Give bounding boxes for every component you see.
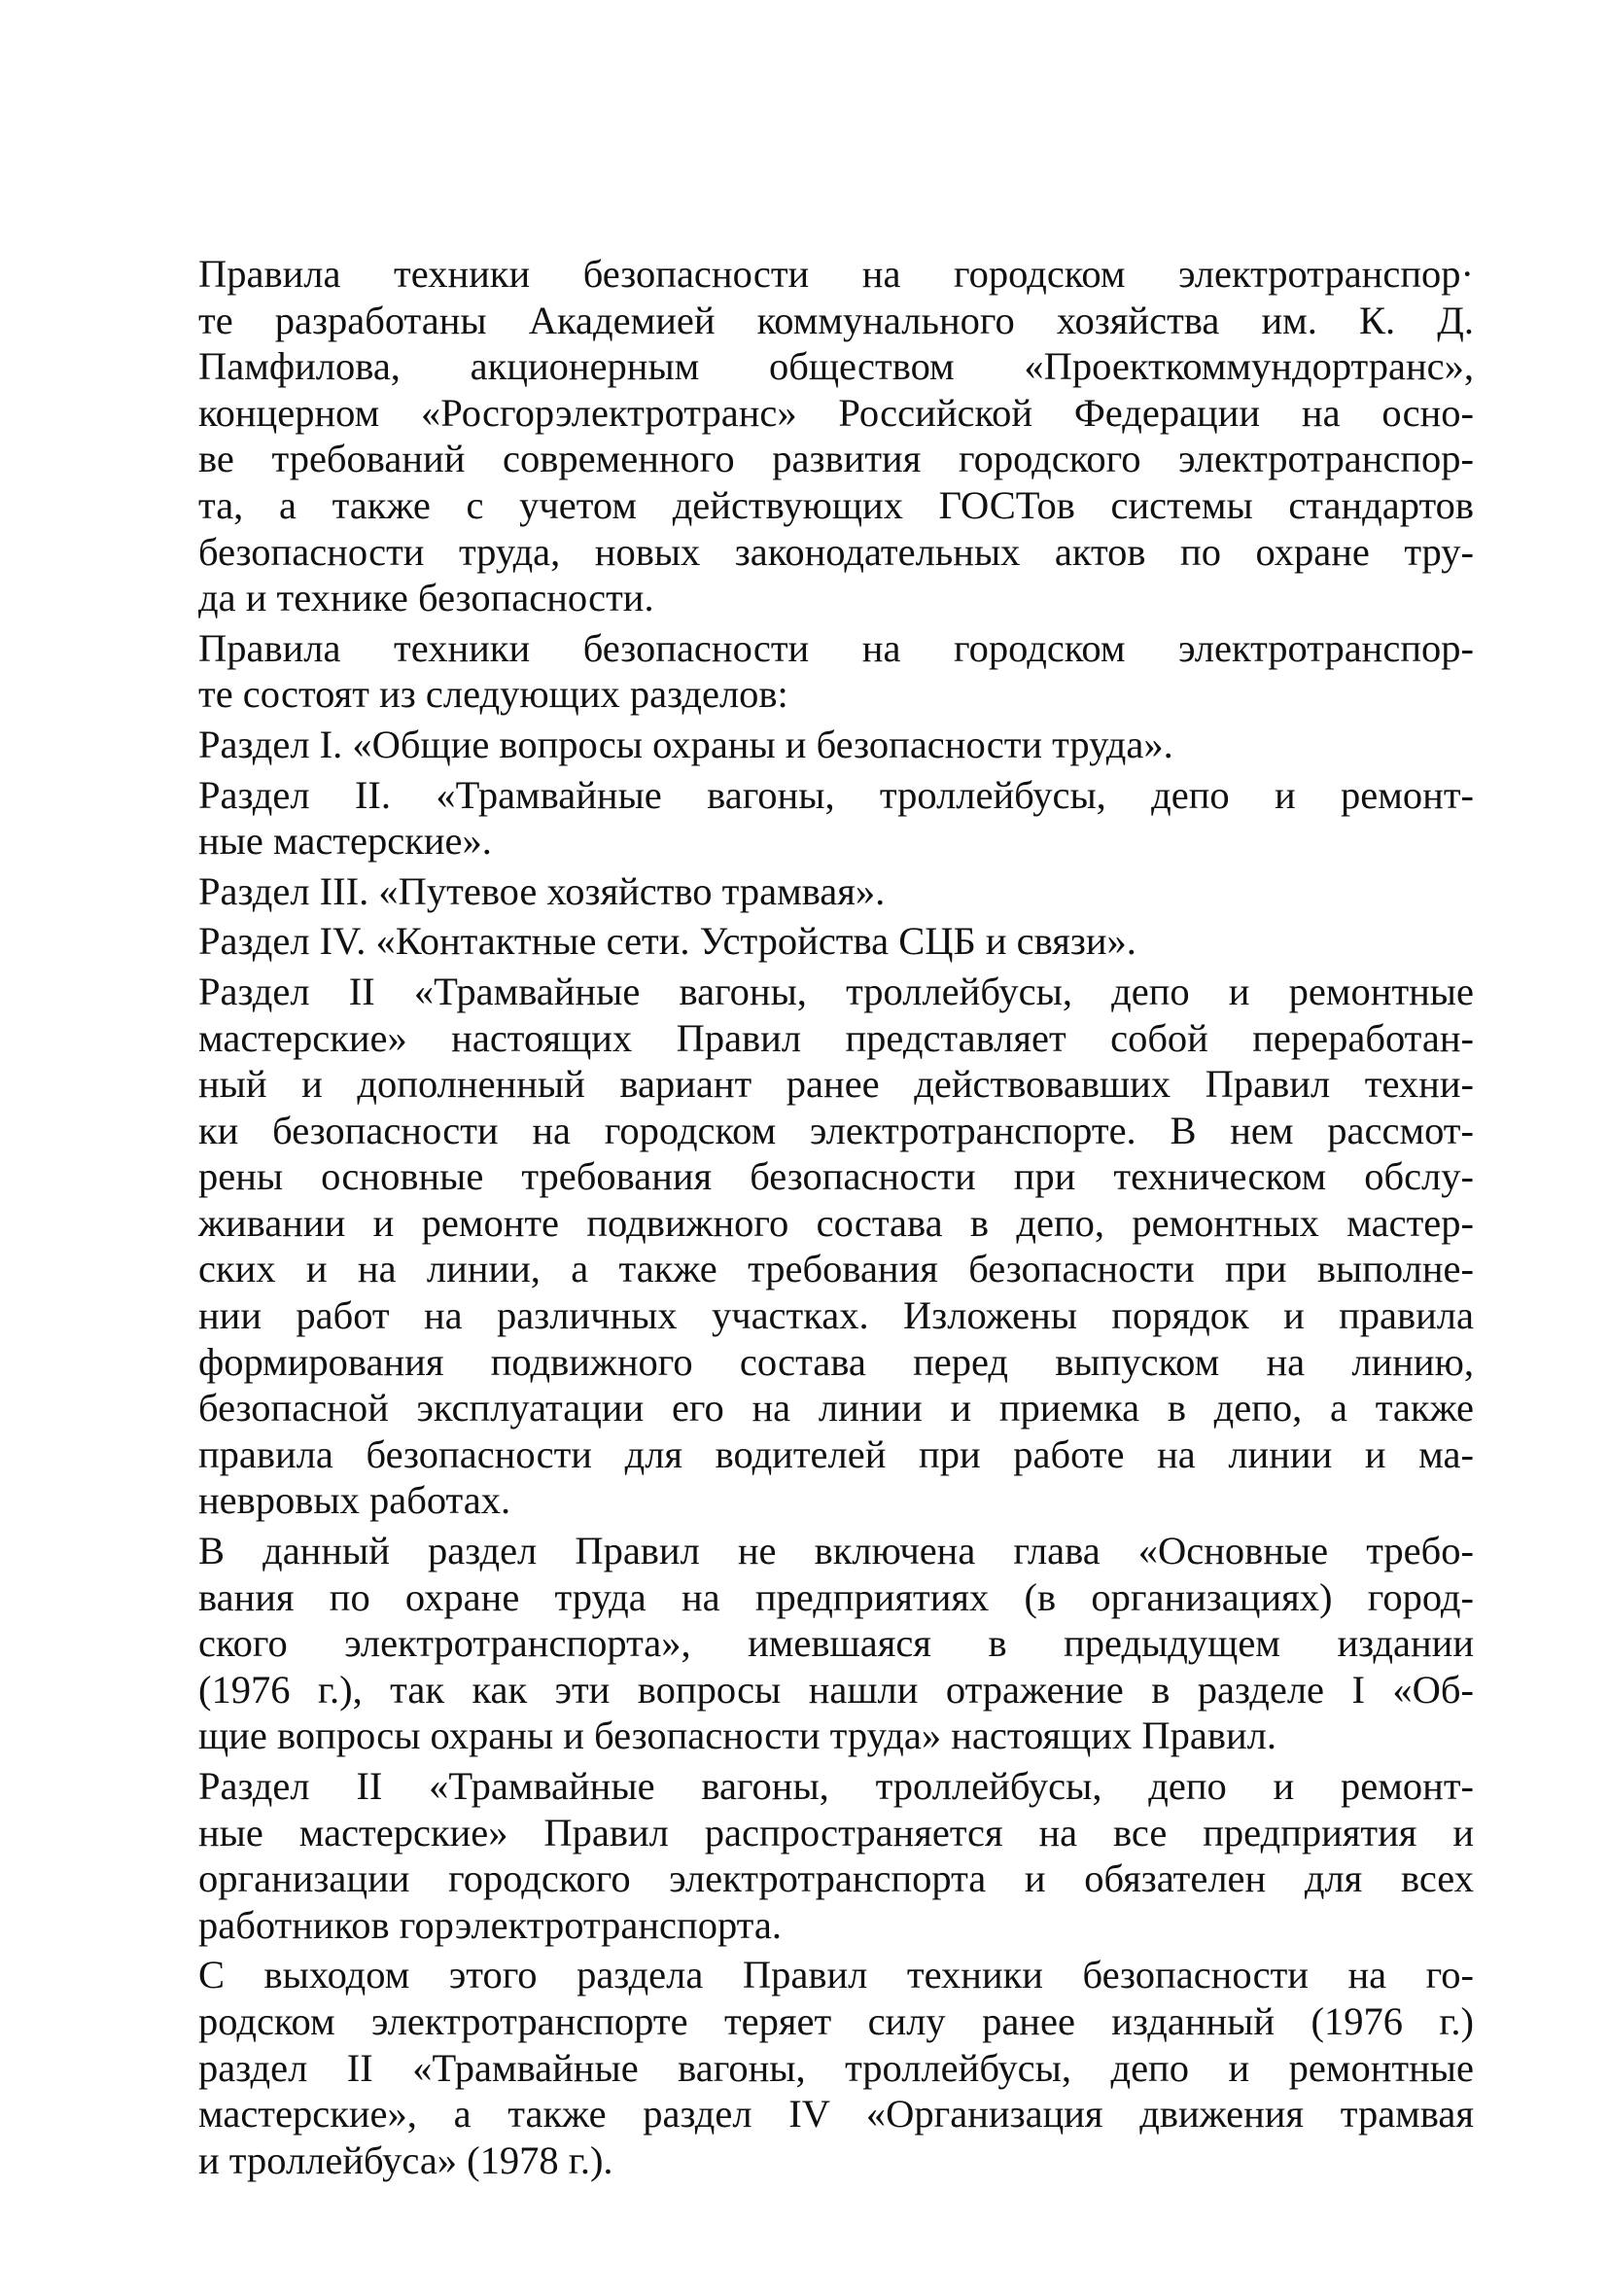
paragraph-excluded-chapter — [198, 1528, 1474, 1759]
text-line: ные мастерские» Правил распространяется на все предприятия и — [198, 1810, 1474, 1854]
text-line: Раздел II «Трамвайные вагоны, троллейбусы, депо и ремонтные — [198, 969, 1474, 1013]
text-line: Правила техники безопасности на городском электротранспор· — [198, 252, 1474, 296]
paragraph-section-3 — [198, 868, 1474, 915]
text-line: щие вопросы охраны и безопасности труда» настоящих Правил. — [198, 1713, 1276, 1758]
paragraph-sections-intro — [198, 625, 1474, 718]
text-line: безопасности труда, новых законодательных актов по охране тру- — [198, 529, 1474, 574]
text-line: правила безопасности для водителей при работе на линии и ма- — [198, 1431, 1474, 1476]
text-line: С выходом этого раздела Правил техники безопасности на го- — [198, 1953, 1474, 1997]
text-line: В данный раздел Правил не включена глава «Основные требо- — [198, 1529, 1474, 1573]
text-line: безопасной эксплуатации его на линии и приемка в депо, а также — [198, 1386, 1474, 1431]
text-line: организации городского электротранспорта и обязателен для всех — [198, 1856, 1474, 1901]
paragraph-section-2-description — [198, 969, 1474, 1524]
text-line: мастерские», а также раздел IV «Организация движения трамвая — [198, 2092, 1474, 2137]
text-line: Раздел I. «Общие вопросы охраны и безопасности труда». — [198, 722, 1173, 766]
text-line: раздел II «Трамвайные вагоны, троллейбусы, депо и ремонтные — [198, 2045, 1474, 2090]
paragraph-intro — [198, 251, 1474, 621]
text-line: Раздел II «Трамвайные вагоны, троллейбусы, депо и ремонт- — [198, 1764, 1474, 1808]
paragraph-section-4 — [198, 918, 1474, 965]
text-line: Раздел II. «Трамвайные вагоны, троллейбусы, депо и ремонт- — [198, 772, 1474, 817]
text-line: вания по охране труда на предприятиях (в организациях) город- — [198, 1574, 1474, 1619]
text-line: ского электротранспорта», имевшаяся в предыдущем издании — [198, 1621, 1474, 1666]
paragraph-section-2 — [198, 772, 1474, 865]
text-line: ки безопасности на городском электротранспорте. В нем рассмот- — [198, 1108, 1474, 1152]
text-line: та, а также с учетом действующих ГОСТов системы стандартов — [198, 482, 1474, 527]
text-line: живании и ремонте подвижного состава в депо, ремонтных мастер- — [198, 1200, 1474, 1245]
text-line: концерном «Росгорэлектротранс» Российской Федерации на осно- — [198, 390, 1474, 435]
text-line: и троллейбуса» (1978 г.). — [198, 2137, 613, 2182]
text-line: нии работ на различных участках. Изложены порядок и правила — [198, 1293, 1474, 1338]
text-line: рены основные требования безопасности при техническом обслу- — [198, 1154, 1474, 1199]
text-line: те разработаны Академией коммунального хозяйства им. К. Д. — [198, 298, 1474, 342]
text-line: работников горэлектротранспорта. — [198, 1902, 782, 1947]
text-line: ве требований современного развития городского электротранспор- — [198, 437, 1474, 481]
text-line: формирования подвижного состава перед выпуском на линию, — [198, 1339, 1474, 1384]
text-line: Раздел IV. «Контактные сети. Устройства СЦБ и связи». — [198, 919, 1136, 964]
text-line: Раздел III. «Путевое хозяйство трамвая». — [198, 868, 886, 913]
paragraph-section-1 — [198, 722, 1474, 768]
text-line: ный и дополненный вариант ранее действовавших Правил техни- — [198, 1062, 1474, 1107]
text-line: ные мастерские». — [198, 819, 492, 864]
paragraph-supersedes — [198, 1952, 1474, 2183]
text-line: да и технике безопасности. — [198, 576, 654, 620]
text-line: Памфилова, акционерным обществом «Проекткоммундортранс», — [198, 344, 1474, 389]
text-line: Правила техники безопасности на городском электротранспор- — [198, 625, 1474, 670]
text-line: те состоят из следующих разделов: — [198, 672, 788, 717]
document-page — [198, 251, 1474, 2187]
paragraph-applicability — [198, 1763, 1474, 1948]
text-line: (1976 г.), так как эти вопросы нашли отражение в разделе I «Об- — [198, 1667, 1474, 1712]
text-line: родском электротранспорте теряет силу ранее изданный (1976 г.) — [198, 1998, 1474, 2043]
text-line: ских и на линии, а также требования безопасности при выполне- — [198, 1247, 1474, 1291]
text-line: мастерские» настоящих Правил представляет собой переработан- — [198, 1015, 1474, 1060]
text-line: невровых работах. — [198, 1478, 511, 1523]
